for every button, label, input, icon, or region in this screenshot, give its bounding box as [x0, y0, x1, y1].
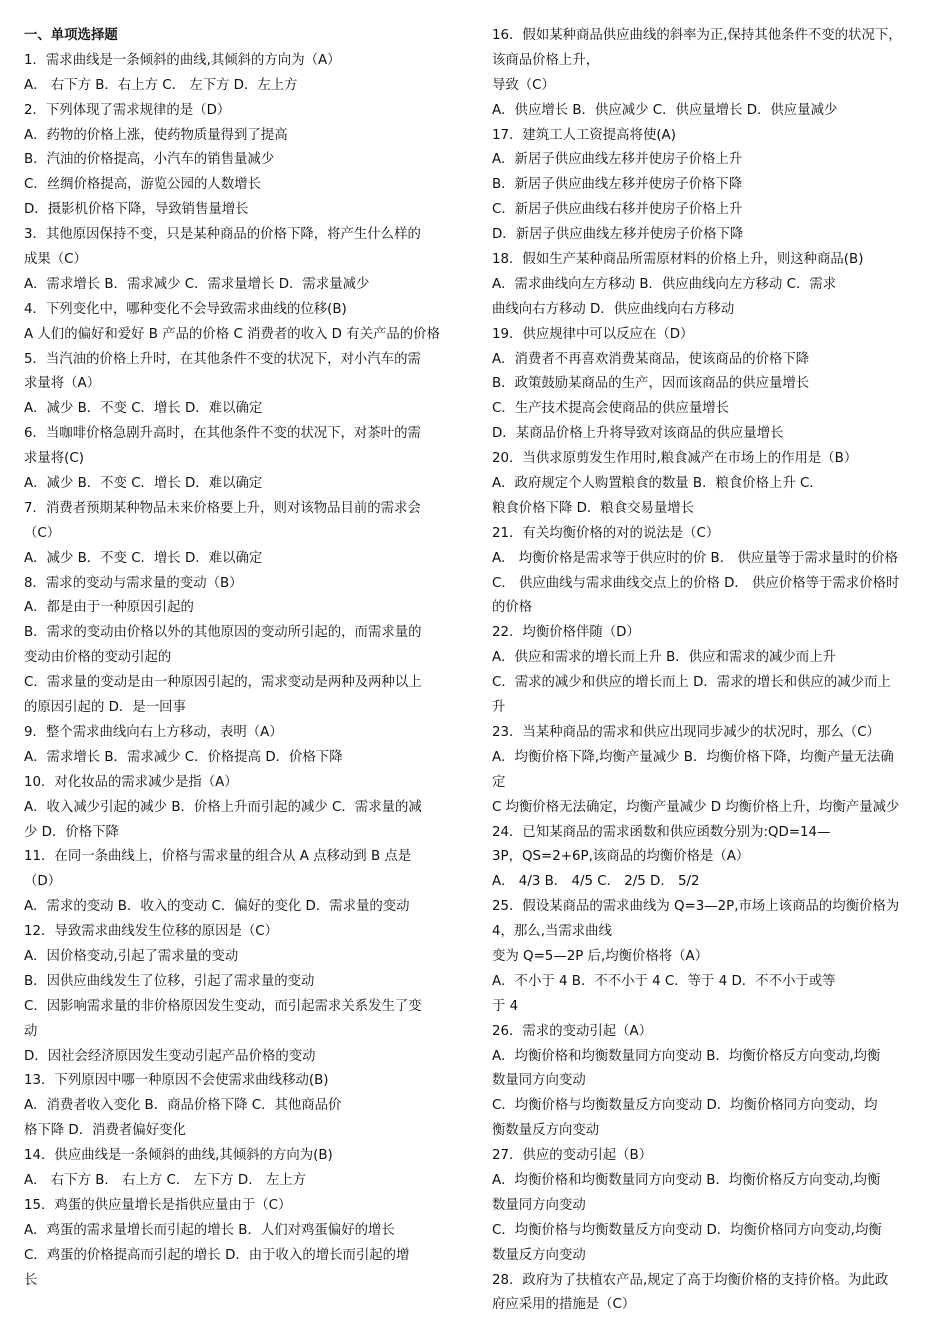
left-text-line: A． 右下方 B． 右上方 C． 左下方 D． 左上方	[24, 1172, 307, 1188]
left-text-line: C．鸡蛋的价格提高而引起的增长 D．由于收入的增长而引起的增	[24, 1247, 410, 1263]
left-text-line: A． 右下方 B．右上方 C． 左下方 D．左上方	[24, 77, 298, 93]
right-text-line: 变为 Q=5—2P 后,均衡价格将（A）	[492, 948, 709, 964]
right-text-line: A． 均衡价格是需求等于供应时的价 B． 供应量等于需求量时的价格	[492, 550, 899, 566]
left-text-line: A．减少 B．不变 C．增长 D．难以确定	[24, 401, 263, 417]
left-text-line: 3．其他原因保持不变，只是某种商品的价格下降，将产生什么样的	[24, 227, 421, 243]
right-text-line: A．供应和需求的增长而上升 B．供应和需求的减少而上升	[492, 650, 836, 666]
right-text-line: A． 4/3 B． 4/5 C． 2/5 D． 5/2	[492, 874, 700, 890]
left-text-line: A．需求增长 B．需求减少 C．价格提高 D．价格下降	[24, 749, 343, 765]
left-text-line: 14．供应曲线是一条倾斜的曲线,其倾斜的方向为(B)	[24, 1148, 333, 1164]
right-text-line: 3P，QS=2+6P,该商品的均衡价格是（A）	[492, 849, 750, 865]
right-text-line: C．需求的减少和供应的增长而上 D．需求的增长和供应的减少而上	[492, 675, 891, 691]
right-text-line: A．消费者不再喜欢消费某商品，使该商品的价格下降	[492, 351, 810, 367]
right-text-line: 府应采用的措施是（C）	[492, 1297, 636, 1313]
left-text-line: A．收入减少引起的减少 B．价格上升而引起的减少 C．需求量的减	[24, 799, 422, 815]
right-text-line: D．某商品价格上升将导致对该商品的供应量增长	[492, 426, 784, 442]
left-text-line: A 人们的偏好和爱好 B 产品的价格 C 消费者的收入 D 有关产品的价格	[24, 326, 440, 342]
right-text-line: 数量同方向变动	[492, 1197, 586, 1213]
left-text-line: A．减少 B．不变 C．增长 D．难以确定	[24, 476, 263, 492]
left-text-line: A．药物的价格上涨，使药物质量得到了提高	[24, 127, 288, 143]
left-text-line: D．因社会经济原因发生变动引起产品价格的变动	[24, 1048, 316, 1064]
left-text-line: 15．鸡蛋的供应量增长是指供应量由于（C）	[24, 1197, 292, 1213]
left-text-line: 6．当咖啡价格急剧升高时，在其他条件不变的状况下，对茶叶的需	[24, 426, 421, 442]
right-text-line: 19．供应规律中可以反应在（D）	[492, 326, 694, 342]
right-text-line: 25．假设某商品的需求曲线为 Q=3—2P,市场上该商品的均衡价格为	[492, 899, 900, 915]
left-text-line: D．摄影机价格下降，导致销售量增长	[24, 202, 249, 218]
right-text-line: C 均衡价格无法确定，均衡产量减少 D 均衡价格上升，均衡产量减少	[492, 799, 900, 815]
left-text-line: A．减少 B．不变 C．增长 D．难以确定	[24, 550, 263, 566]
right-text-line: C．均衡价格与均衡数量反方向变动 D．均衡价格同方向变动,均衡	[492, 1222, 882, 1238]
right-text-line: C．新居子供应曲线右移并使房子价格上升	[492, 202, 743, 218]
right-text-line: 4，那么,当需求曲线	[492, 924, 612, 940]
left-text-line: 13．下列原因中哪一种原因不会使需求曲线移动(B)	[24, 1073, 329, 1089]
right-text-line: 曲线向右方移动 D．供应曲线向右方移动	[492, 301, 735, 317]
right-text-line: C．均衡价格与均衡数量反方向变动 D．均衡价格同方向变动，均	[492, 1098, 878, 1114]
left-text-line: B．需求的变动由价格以外的其他原因的变动所引起的，而需求量的	[24, 625, 422, 641]
right-text-line: 数量同方向变动	[492, 1073, 586, 1089]
right-text-line: 定	[492, 774, 506, 790]
right-text-line: D．新居子供应曲线左移并使房子价格下降	[492, 227, 744, 243]
left-text-line: 10．对化妆品的需求减少是指（A）	[24, 774, 238, 790]
right-text-line: 粮食价格下降 D．粮食交易量增长	[492, 500, 695, 516]
right-text-line: 16．假如某种商品供应曲线的斜率为正,保持其他条件不变的状况下，	[492, 28, 902, 43]
right-column	[492, 24, 928, 1318]
right-text-line: 20．当供求原剪发生作用时,粮食减产在市场上的作用是（B）	[492, 451, 858, 467]
left-text-line: C．因影响需求量的非价格原因发生变动，而引起需求关系发生了变	[24, 998, 422, 1014]
right-text-line: 17．建筑工人工资提高将使(A)	[492, 127, 676, 143]
left-text-line: A．消费者收入变化 B．商品价格下降 C．其他商品价	[24, 1098, 342, 1114]
right-text-line: A．不小于 4 B．不不小于 4 C．等于 4 D．不不小于或等	[492, 973, 836, 989]
left-text-line: 长	[24, 1272, 38, 1288]
right-text-line: 导致（C）	[492, 77, 555, 93]
left-column	[24, 24, 460, 1293]
right-text-line: B．政策鼓励某商品的生产，因而该商品的供应量增长	[492, 376, 810, 392]
left-text-line: 2．下列体现了需求规律的是（D）	[24, 102, 231, 118]
right-text-line: 26．需求的变动引起（A）	[492, 1023, 653, 1039]
section-heading: 一、单项选择题	[24, 28, 118, 43]
left-text-line: B．因供应曲线发生了位移，引起了需求量的变动	[24, 973, 315, 989]
right-text-line: C． 供应曲线与需求曲线交点上的价格 D． 供应价格等于需求价格时	[492, 575, 900, 591]
left-text-line: （D）	[24, 874, 62, 890]
left-text-line: A．鸡蛋的需求量增长而引起的增长 B．人们对鸡蛋偏好的增长	[24, 1222, 395, 1238]
right-text-line: 于 4	[492, 998, 519, 1014]
right-text-line: 27．供应的变动引起（B）	[492, 1148, 653, 1164]
left-text-line: 5．当汽油的价格上升时，在其他条件不变的状况下，对小汽车的需	[24, 351, 421, 367]
right-text-line: 该商品价格上升，	[492, 52, 600, 68]
left-text-line: B．汽油的价格提高，小汽车的销售量减少	[24, 152, 275, 168]
left-text-line: A．需求增长 B．需求减少 C．需求量增长 D．需求量减少	[24, 276, 370, 292]
left-text-line: C．需求量的变动是由一种原因引起的，需求变动是两种及两种以上	[24, 675, 422, 691]
left-text-line: 变动由价格的变动引起的	[24, 650, 172, 666]
left-text-line: A．因价格变动,引起了需求量的变动	[24, 948, 239, 964]
left-text-line: 求量将(C)	[24, 451, 84, 467]
left-text-line: 成果（C）	[24, 252, 87, 268]
right-text-line: 24．已知某商品的需求函数和供应函数分别为:QD=14—	[492, 824, 831, 840]
left-text-line: 12．导致需求曲线发生位移的原因是（C）	[24, 924, 279, 940]
left-text-line: （C）	[24, 525, 61, 541]
right-text-line: 升	[492, 700, 506, 716]
right-text-line: A．均衡价格和均衡数量同方向变动 B．均衡价格反方向变动,均衡	[492, 1048, 881, 1064]
right-text-line: A．均衡价格下降,均衡产量减少 B．均衡价格下降，均衡产量无法确	[492, 749, 894, 765]
right-text-line: 23．当某种商品的需求和供应出现同步减少的状况时，那么（C）	[492, 724, 880, 740]
left-text-line: 动	[24, 1023, 38, 1039]
left-text-line: 1．需求曲线是一条倾斜的曲线,其倾斜的方向为（A）	[24, 52, 341, 68]
left-text-line: A．都是由于一种原因引起的	[24, 600, 194, 616]
left-text-line: 的原因引起的 D．是一回事	[24, 700, 186, 716]
right-text-line: A．均衡价格和均衡数量同方向变动 B．均衡价格反方向变动,均衡	[492, 1172, 881, 1188]
right-text-line: 18．假如生产某种商品所需原材料的价格上升，则这种商品(B)	[492, 252, 864, 268]
left-text-line: C．丝绸价格提高，游览公园的人数增长	[24, 177, 261, 193]
right-text-line: A．需求曲线向左方移动 B．供应曲线向左方移动 C．需求	[492, 276, 837, 292]
left-text-line: A．需求的变动 B．收入的变动 C．偏好的变化 D．需求量的变动	[24, 899, 410, 915]
left-text-line: 4．下列变化中，哪种变化不会导致需求曲线的位移(B)	[24, 301, 347, 317]
right-text-line: A．新居子供应曲线左移并使房子价格上升	[492, 152, 743, 168]
left-text-line: 8．需求的变动与需求量的变动（B）	[24, 575, 243, 591]
right-text-line: A．政府规定个人购置粮食的数量 B．粮食价格上升 C．	[492, 476, 823, 492]
left-text-line: 11．在同一条曲线上，价格与需求量的组合从 A 点移动到 B 点是	[24, 849, 412, 865]
right-text-line: 21．有关均衡价格的对的说法是（C）	[492, 525, 720, 541]
left-text-line: 7．消费者预期某种物品未来价格要上升，则对该物品目前的需求会	[24, 500, 421, 516]
left-text-line: 9．整个需求曲线向右上方移动，表明（A）	[24, 724, 283, 740]
right-text-line: 22．均衡价格伴随（D）	[492, 625, 640, 641]
right-text-line: 的价格	[492, 600, 533, 616]
right-text-line: C．生产技术提高会使商品的供应量增长	[492, 401, 729, 417]
left-text-line: 求量将（A）	[24, 376, 101, 392]
right-text-line: 28．政府为了扶植农产品,规定了高于均衡价格的支持价格。为此政	[492, 1272, 889, 1288]
right-text-line: A．供应增长 B．供应减少 C．供应量增长 D．供应量减少	[492, 102, 838, 118]
left-text-line: 少 D．价格下降	[24, 824, 119, 840]
right-text-line: B．新居子供应曲线左移并使房子价格下降	[492, 177, 743, 193]
right-text-line: 数量反方向变动	[492, 1247, 586, 1263]
left-text-line: 格下降 D．消费者偏好变化	[24, 1123, 186, 1139]
right-text-line: 衡数量反方向变动	[492, 1123, 600, 1139]
